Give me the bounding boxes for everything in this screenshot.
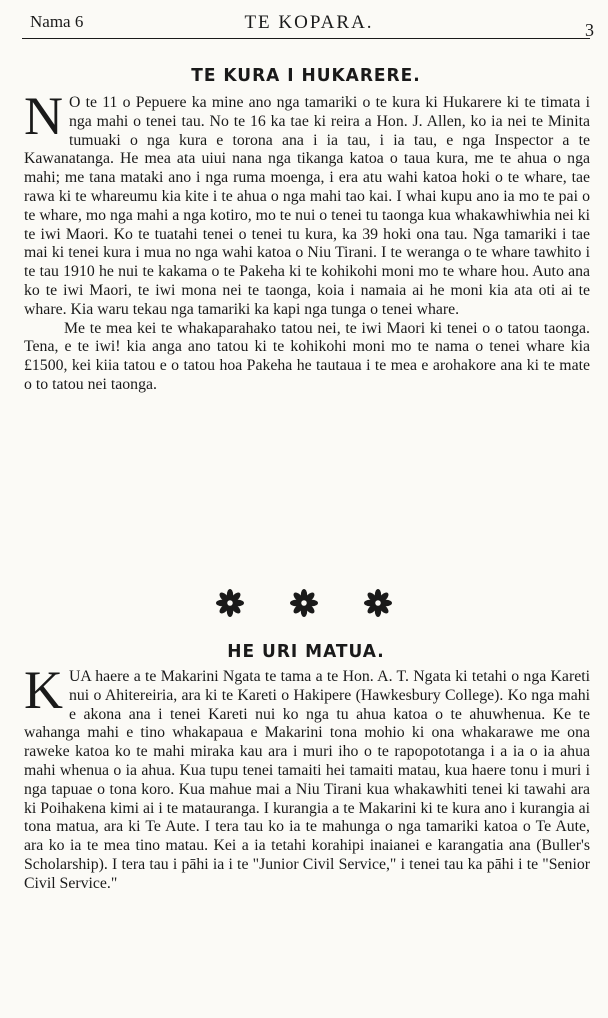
- article-body: [24, 86, 590, 395]
- header-rule: [22, 38, 590, 39]
- drop-cap: K: [24, 660, 63, 720]
- paragraph: Me te mea kei te whakaparahako tatou nei, te iwi Maori ki tenei o o tatou taonga. Tena, e te iwi! kia anga ano tatou ki te kohikohi moni mo te nama o tenei whare kia £1500, kei kiia tatou e o tatou hoa Pakeha he tautaua i te mea e arohakore ana ki te mate o to tatou nei taonga.: [24, 319, 590, 393]
- paragraph-text: UA haere a te Makarini Ngata te tama a te Hon. A. T. Ngata ki tetahi o nga Kareti nui o Ahitereiria, ara ki te Kareti o Hakipere (Hawkesbury College). Ko nga mahi e akona ana i tenei Kareti nui ko nga tu ahua katoa o te ahuwhenua. Ke te wahanga mahi e tino whakapaua e Makarini tona mohio ki ona whakarawe me ona raweke katoa ko te mahi miraka kau ara i muri iho o te rapopototanga i a ia o ia ahua mahi whenua o ia ahua. Kua tupu tenei tamaiti hei tamaiti matau, kua haere tonu i muri i nga tapuae o tona koro. Kua mahue mai a Niu Tirani kua whakawhiti tenei ki tawahi ara ki Poihakena kimi ai i te matauranga. I kurangia a te Makarini ki te kura ano i kurangia ai tona matua, ara ki Te Aute. I tera tau ko ia te mahunga o nga tamariki katoa o Te Aute, ara ko ia te mea tino matau. Kei a ia tetahi korahipi inaianei e karangatia ana (Buller's Scholarship). I tera tau i pāhi ia i te "Junior Civil Service," i tenei tau ka pāhi i te "Senior Civil Service.": [24, 668, 590, 892]
- article-body: [24, 660, 590, 894]
- drop-cap: N: [24, 86, 63, 146]
- flower-ornament-icon: [215, 588, 245, 618]
- paragraph: [24, 660, 590, 894]
- section-divider: [0, 588, 608, 623]
- flower-ornament-icon: [289, 588, 319, 618]
- issue-number: Nama 6: [30, 12, 84, 31]
- paragraph-text: O te 11 o Pepuere ka mine ano nga tamariki o te kura ki Hukarere ki te timata i nga mahi o tenei tau. No te 16 ka tae ki reira a Hon. J. Allen, ko ia nei te Minita tumuaki o nga kura e torona ana i ia tau, i ia tau, e nga Inspector a te Kawanatanga. He mea ata uiui nana nga tikanga katoa o taua kura, me te ahua o nga mahi; me tana mataki ano i nga ruma moenga, i era atu wahi katoa hoki o te whare, tae rawa ki te whareumu kia kite i te ahua o nga mahi tao kai. I whai kupu ano ia mo te pai o te whare, mo nga mahi a nga kotiro, mo te nui o tenei tu taonga kua whakawhiwhia nei ki te iwi Maori. Ko te tuatahi tenei o tenei tu kura, ka 39 hoki ona tau. Nga tamariki i tae mai ki tenei kura i mua no nga wahi katoa o Niu Tirani. I te weranga o te whare tawhito i te tau 1910 he nui te kakama o te Pakeha ki te kohikohi moni mo te whare hou. Auto ana ko te iwi Maori, te iwi mona nei te taonga, koia i namaia ai he moni kia ata oti ai te whare. Kia waru tekau nga tamariki ka kapi nga tunga o tenei whare.: [24, 94, 590, 318]
- paragraph: [24, 86, 590, 320]
- flower-ornament-icon: [363, 588, 393, 618]
- page-number: 3: [585, 20, 594, 40]
- article-title: HE URI MATUA.: [227, 641, 385, 663]
- publication-title: TE KOPARA.: [244, 12, 374, 33]
- article-title: TE KURA I HUKARERE.: [191, 65, 421, 87]
